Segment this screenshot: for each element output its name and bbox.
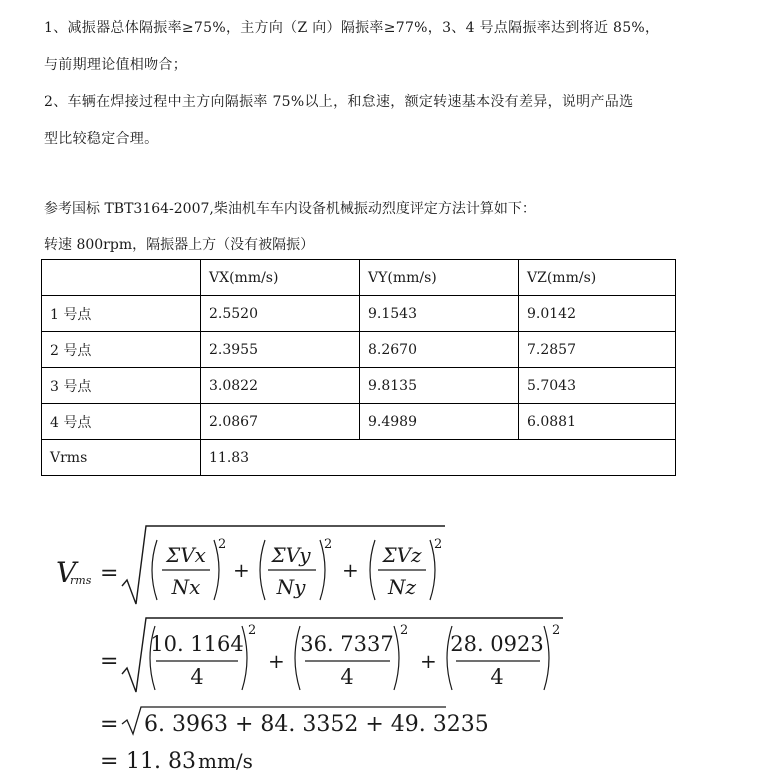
denominator-2: 4 [340,665,354,689]
table-header-cell: VY(mm/s) [360,260,519,296]
conclusion-1-line-1: 1、减振器总体隔振率≥75%，主方向（Z 向）隔振率≥77%，3、4 号点隔振率达到将近 85%， [44,20,660,36]
table-row [42,296,676,332]
table-header-cell: VX(mm/s) [201,260,360,296]
table-row [42,332,676,368]
conclusion-paragraph-2 [44,84,734,158]
vx-value: 2.5520 [201,296,360,332]
exponent: 2 [434,537,443,552]
numerator-2: 36. 7337 [300,632,394,656]
vz-value: 9.0142 [519,296,676,332]
reference-standard-line: 参考国标 TBT3164-2007,柴油机车车内设备机械振动烈度评定方法计算如下： [44,201,536,217]
vz-value: 6.0881 [519,404,676,440]
sum-vy: ΣVy [271,543,311,567]
conclusion-2-line-1: 2、车辆在焊接过程中主方向隔振率 75%以上，和怠速，额定转速基本没有差异，说明产品选 [44,94,634,110]
point-label: 3 号点 [42,368,201,404]
test-condition-line: 转速 800rpm，隔振器上方（没有被隔振） [44,237,315,253]
exponent: 2 [324,537,333,552]
left-paren [370,540,375,600]
vx-value: 2.0867 [201,404,360,440]
right-paren [394,626,399,690]
point-label: 2 号点 [42,332,201,368]
den-nz: Nz [387,575,417,599]
formula-equals-1: = [100,561,119,586]
formula-v-symbol: V [56,556,77,589]
table-row [42,404,676,440]
plus-sign: + [420,649,437,673]
exponent: 2 [248,623,257,638]
den-nx: Nx [171,575,201,599]
vrms-formula [0,500,769,782]
den-ny: Ny [276,575,306,599]
plus-sign: + [342,558,359,582]
result-value: 11. 83 [126,749,196,774]
table-row [42,368,676,404]
left-paren [260,540,265,600]
denominator-1: 4 [190,665,204,689]
exponent: 2 [552,623,561,638]
vrms-value: 11.83 [201,440,676,476]
vrms-formula-svg [0,500,769,782]
squared-sum-terms: 6. 3963 + 84. 3352 + 49. 3235 [144,712,489,737]
table-header-cell: VZ(mm/s) [519,260,676,296]
conclusion-1-line-2: 与前期理论值相吻合； [44,57,187,73]
vx-value: 2.3955 [201,332,360,368]
table-header-cell [42,260,201,296]
conclusion-2-line-2: 型比较稳定合理。 [44,131,159,147]
denominator-3: 4 [490,665,504,689]
formula-equals-3: = [100,712,119,737]
vy-value: 9.4989 [360,404,519,440]
plus-sign: + [233,558,250,582]
point-label: 4 号点 [42,404,201,440]
sum-vz: ΣVz [382,543,422,567]
vibration-data-table [41,259,676,476]
exponent: 2 [218,537,227,552]
vrms-row [42,440,676,476]
vz-value: 7.2857 [519,332,676,368]
plus-sign: + [268,649,285,673]
exponent: 2 [400,623,409,638]
vy-value: 9.1543 [360,296,519,332]
vy-value: 9.8135 [360,368,519,404]
sum-vx: ΣVx [166,543,206,567]
vx-value: 3.0822 [201,368,360,404]
left-paren [152,540,157,600]
vz-value: 5.7043 [519,368,676,404]
vrms-label: Vrms [42,440,201,476]
result-unit: mm/s [198,749,253,773]
numerator-1: 10. 1164 [150,632,244,656]
formula-equals-4: = [100,749,119,774]
conclusion-paragraph-1 [44,10,734,84]
formula-rms-subscript: rms [70,574,92,587]
table-header-row [42,260,676,296]
vy-value: 8.2670 [360,332,519,368]
right-paren [544,626,549,690]
point-label: 1 号点 [42,296,201,332]
formula-equals-2: = [100,649,119,674]
numerator-3: 28. 0923 [450,632,544,656]
